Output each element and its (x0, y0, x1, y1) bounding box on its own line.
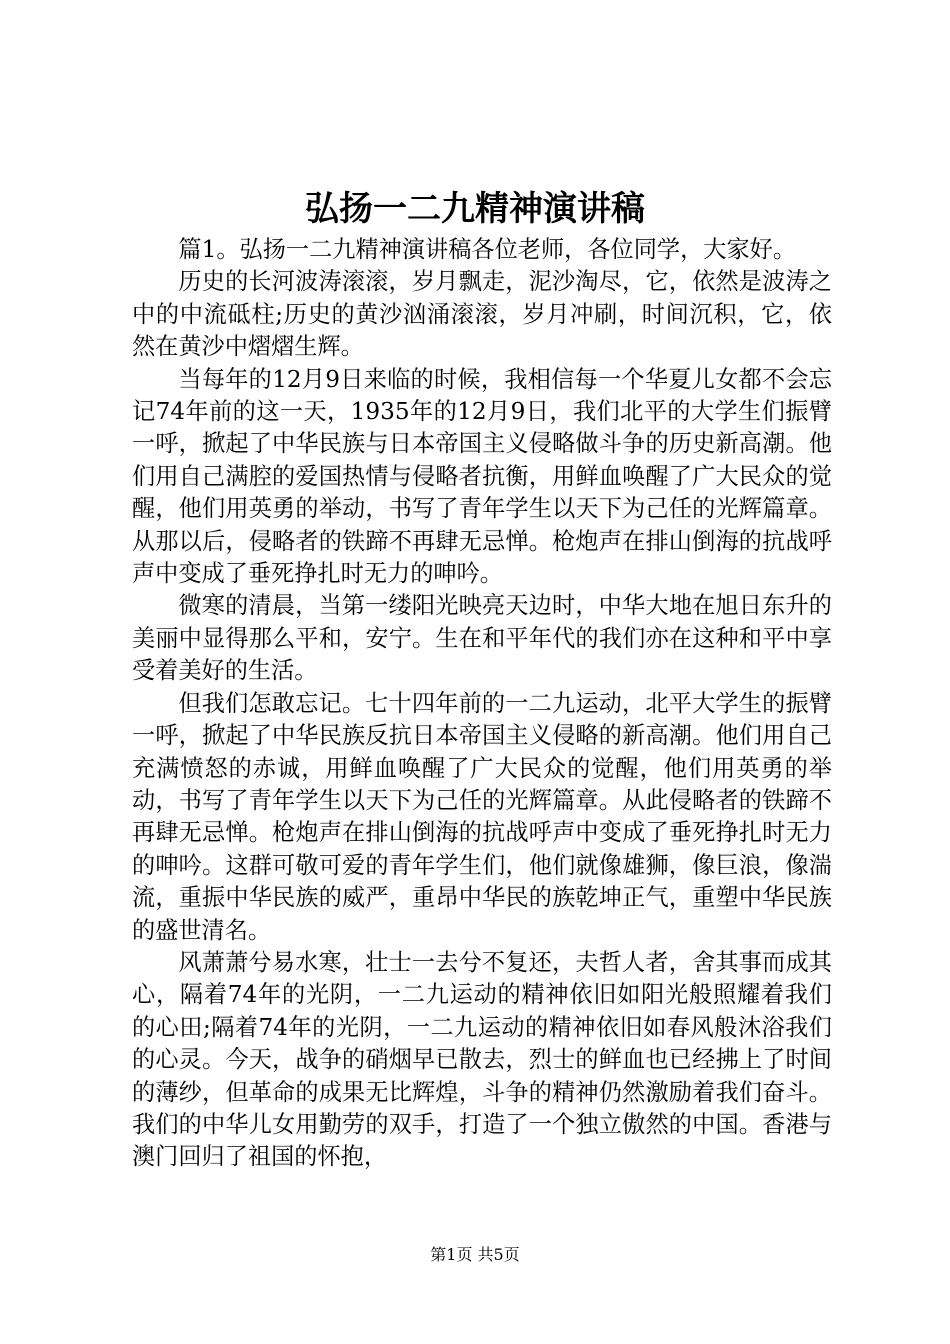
paragraph-1: 篇1。弘扬一二九精神演讲稿各位老师，各位同学，大家好。 (178, 236, 797, 263)
document-title: 弘扬一二九精神演讲稿 (305, 189, 645, 229)
paragraph-2: 历史的长河波涛滚滚，岁月飘走，泥沙淘尽，它，依然是波涛之中的中流砥柱;历史的黄沙汹涌滚滚，岁月冲刷，时间沉积，它，依然在黄沙中熠熠生辉。 (132, 268, 832, 361)
document-body (132, 234, 832, 1174)
paragraph-5: 但我们怎敢忘记。七十四年前的一二九运动，北平大学生的振臂一呼，掀起了中华民族反抗日本帝国主义侵略的新高潮。他们用自己充满愤怒的赤诚，用鲜血唤醒了广大民众的觉醒，他们用英勇的举动，书写了青年学生以天下为己任的光辉篇章。从此侵略者的铁蹄不再肆无忌惮。枪炮声在排山倒海的抗战呼声中变成了垂死挣扎时无力的呻吟。这群可敬可爱的青年学生们，他们就像雄狮，像巨浪，像湍流，重振中华民族的威严，重昂中华民的族乾坤正气，重塑中华民族的盛世清名。 (132, 689, 832, 944)
paragraph-4: 微寒的清晨，当第一缕阳光映亮天边时，中华大地在旭日东升的美丽中显得那么平和，安宁。生在和平年代的我们亦在这种和平中享受着美好的生活。 (132, 592, 832, 685)
paragraph-3: 当每年的12月9日来临的时候，我相信每一个华夏儿女都不会忘记74年前的这一天，1935年的12月9日，我们北平的大学生们振臂一呼，掀起了中华民族与日本帝国主义侵略做斗争的历史新高潮。他们用自己满腔的爱国热情与侵略者抗衡，用鲜血唤醒了广大民众的觉醒，他们用英勇的举动，书写了青年学生以天下为己任的光辉篇章。从那以后，侵略者的铁蹄不再肆无忌惮。枪炮声在排山倒海的抗战呼声中变成了垂死挣扎时无力的呻吟。 (132, 365, 832, 588)
page-number-indicator: 第1页 共5页 (430, 1245, 520, 1264)
paragraph-6: 风萧萧兮易水寒，壮士一去兮不复还，夫哲人者，舍其事而成其心，隔着74年的光阴，一二九运动的精神依旧如阳光般照耀着我们的心田;隔着74年的光阴，一二九运动的精神依旧如春风般沐浴我们的心灵。今天，战争的硝烟早已散去，烈士的鲜血也已经拂上了时间的薄纱，但革命的成果无比辉煌，斗争的精神仍然激励着我们奋斗。我们的中华儿女用勤劳的双手，打造了一个独立傲然的中国。香港与澳门回归了祖国的怀抱， (132, 948, 832, 1171)
page-footer (0, 1244, 950, 1266)
